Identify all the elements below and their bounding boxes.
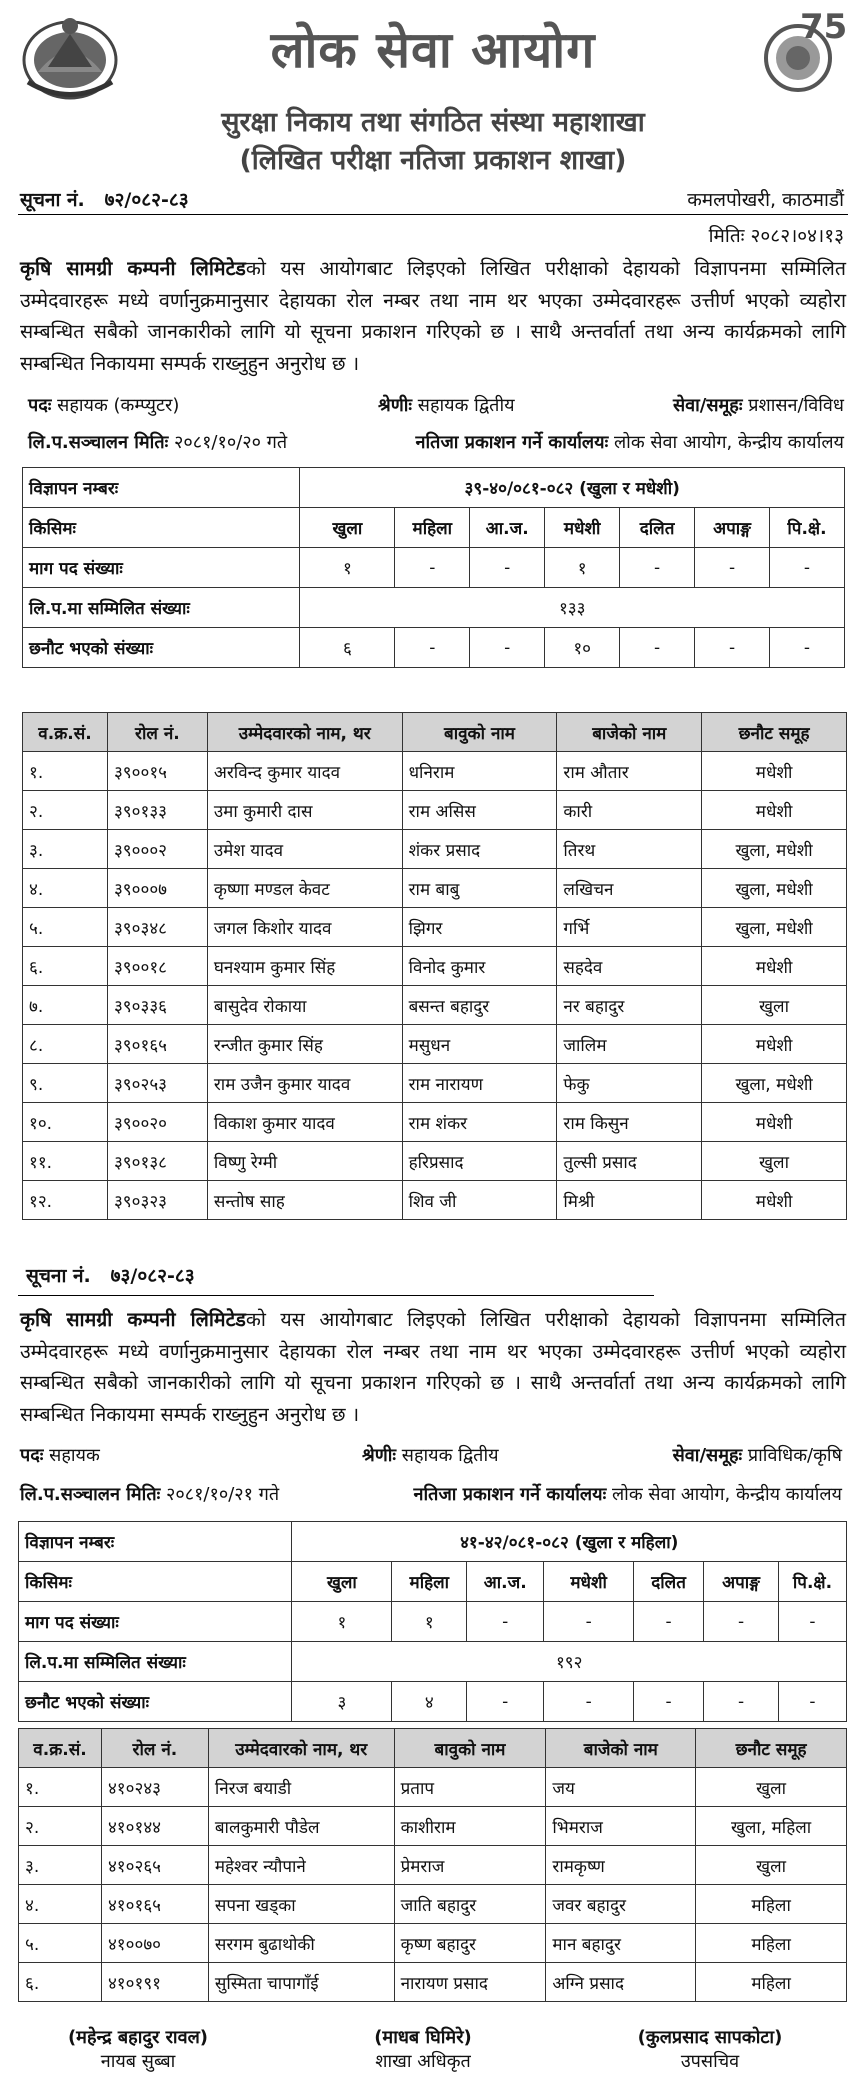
notice-1-number: ७२/०८२-८३ (104, 189, 189, 211)
divider (18, 1295, 654, 1296)
table-row (23, 752, 847, 791)
office-field: नतिजा प्रकाशन गर्ने कार्यालयः लोक सेवा आयोग, केन्द्रीय कार्यालय (415, 432, 844, 453)
table-cell: ८. (23, 1025, 108, 1064)
table-cell: मिश्री (557, 1181, 702, 1220)
column-header: व.क्र.सं. (23, 713, 108, 752)
results-table-2 (18, 1728, 847, 2002)
table-row (19, 1846, 847, 1885)
table-cell: अरविन्द कुमार यादव (207, 752, 402, 791)
table-cell: निरज बयाडी (208, 1768, 394, 1807)
table-cell: ७. (23, 986, 108, 1025)
table-cell: जवर बहादुर (546, 1885, 696, 1924)
table-row (19, 1885, 847, 1924)
table-cell: ४१०२६५ (101, 1846, 208, 1885)
column-header: रोल नं. (101, 1729, 208, 1768)
results-header-row (23, 713, 847, 752)
table-cell: ४१०१९१ (101, 1963, 208, 2002)
table-cell: ३. (19, 1846, 102, 1885)
table-cell: ४. (23, 869, 108, 908)
table-cell: ५. (23, 908, 108, 947)
table-row (23, 1181, 847, 1220)
table-cell: नारायण प्रसाद (394, 1963, 546, 2002)
column-header: रोल नं. (107, 713, 207, 752)
table-cell: मसुधन (402, 1025, 557, 1064)
table-cell: बसन्त बहादुर (402, 986, 557, 1025)
table-cell: ९. (23, 1064, 108, 1103)
table-cell: खुला (702, 986, 847, 1025)
header (0, 0, 866, 190)
column-header: छनौट समूह (696, 1729, 847, 1768)
table-cell: खुला (696, 1846, 847, 1885)
table-cell: तिरथ (557, 830, 702, 869)
table-cell: ३९०३३६ (107, 986, 207, 1025)
table-cell: राम शंकर (402, 1103, 557, 1142)
table-cell: महेश्वर न्यौपाने (208, 1846, 394, 1885)
table-row (19, 1963, 847, 2002)
divider (18, 214, 848, 215)
table-cell: तुल्सी प्रसाद (557, 1142, 702, 1181)
table-cell: राम औतार (557, 752, 702, 791)
table-row (19, 1807, 847, 1846)
table-cell: ३९००२० (107, 1103, 207, 1142)
table-row (23, 1142, 847, 1181)
table-cell: ३९०२५३ (107, 1064, 207, 1103)
table-cell: खुला (696, 1768, 847, 1807)
table-cell: ३९०००७ (107, 869, 207, 908)
table-cell: ३९००१५ (107, 752, 207, 791)
notice-2-paragraph: कृषि सामग्री कम्पनी लिमिटेडको यस आयोगबाट लिइएको लिखित परीक्षाको देहायको विज्ञापनमा सम्मिलित उम्मेदवारहरू मध्ये वर्णानुक्रमानुसार देहायका रोल नम्बर तथा नाम थर भएका उम्मेदवारहरू उत्तीर्ण भएको व्यहोरा सम्बन्धित सबैको जानकारीको लागि यो सूचना प्रकाशन गरिएको छ । साथै अन्तर्वार्ता तथा अन्य कार्यक्रमको लागि सम्बन्धित निकायमा सम्पर्क राख्नुहुन अनुरोध छ । (20, 1308, 846, 1426)
post-field: पदः सहायक (कम्प्युटर) (28, 395, 180, 416)
level-field: श्रेणीः सहायक द्वितीय (378, 395, 515, 416)
table-cell: विनोद कुमार (402, 947, 557, 986)
column-header: व.क्र.सं. (19, 1729, 102, 1768)
table-cell: ३९०३४८ (107, 908, 207, 947)
summary-table-2 (18, 1521, 847, 1722)
location: कमलपोखरी, काठमाडौं (687, 189, 844, 211)
company-name: कृषि सामग्री कम्पनी लिमिटेड (20, 257, 246, 280)
table-row (23, 869, 847, 908)
table-cell: महिला (696, 1924, 847, 1963)
column-header: बावुको नाम (402, 713, 557, 752)
table-cell: खुला (702, 1142, 847, 1181)
table-cell: राम किसुन (557, 1103, 702, 1142)
table-row (19, 1924, 847, 1963)
notice-1-label: सूचना नं. ७२/०८२-८३ (20, 189, 189, 211)
table-cell: जाति बहादुर (394, 1885, 546, 1924)
table-cell: खुला, मधेशी (702, 830, 847, 869)
table-cell: ४. (19, 1885, 102, 1924)
table-row (23, 986, 847, 1025)
table-cell: ५. (19, 1924, 102, 1963)
table-cell: बालकुमारी पौडेल (208, 1807, 394, 1846)
table-cell: २. (19, 1807, 102, 1846)
company-name: कृषि सामग्री कम्पनी लिमिटेड (20, 1308, 246, 1331)
signature-1: (महेन्द्र बहादुर रावल) नायब सुब्बा (67, 2027, 209, 2072)
service-field: सेवा/समूहः प्रशासन/विविध (672, 395, 844, 416)
table-cell: नर बहादुर (557, 986, 702, 1025)
exam-date-field: लि.प.सञ्चालन मितिः २०८१/१०/२० गते (28, 432, 288, 453)
demand-row: माग पद संख्याः १ १ - - - - - (19, 1602, 847, 1642)
level-field: श्रेणीः सहायक द्वितीय (362, 1445, 499, 1466)
column-header: उम्मेदवारको नाम, थर (207, 713, 402, 752)
table-cell: विष्णु रेग्मी (207, 1142, 402, 1181)
table-cell: राम बाबु (402, 869, 557, 908)
table-cell: शंकर प्रसाद (402, 830, 557, 869)
table-cell: महिला (696, 1963, 847, 2002)
table-cell: १२. (23, 1181, 108, 1220)
table-cell: हरिप्रसाद (402, 1142, 557, 1181)
appeared-row: लि.प.मा सम्मिलित संख्याः १९२ (19, 1642, 847, 1682)
table-cell: सरगम बुढाथोकी (208, 1924, 394, 1963)
adv-row: विज्ञापन नम्बरः ३९-४०/०८१-०८२ (खुला र मधेशी) (23, 468, 845, 508)
table-cell: उमेश यादव (207, 830, 402, 869)
post-field: पदः सहायक (20, 1445, 100, 1466)
notice-2-label: सूचना नं. ७३/०८२-८३ (26, 1265, 195, 1287)
notice-date: मितिः २०८२।०४।१३ (708, 225, 844, 247)
table-cell: झिगर (402, 908, 557, 947)
table-cell: मधेशी (702, 947, 847, 986)
results-table-1 (22, 712, 847, 1220)
demand-row: माग पद संख्याः १ - - १ - - - (23, 548, 845, 588)
table-cell: ३९०१३८ (107, 1142, 207, 1181)
table-cell: मान बहादुर (546, 1924, 696, 1963)
anniversary-75-logo (752, 6, 852, 94)
table-row (23, 1103, 847, 1142)
table-cell: सुस्मिता चापागाँई (208, 1963, 394, 2002)
org-title: लोक सेवा आयोग (270, 21, 596, 79)
column-header: बावुको नाम (394, 1729, 546, 1768)
table-cell: प्रेमराज (394, 1846, 546, 1885)
exam-date-field: लि.प.सञ्चालन मितिः २०८१/१०/२१ गते (20, 1484, 280, 1505)
table-cell: २. (23, 791, 108, 830)
table-cell: सहदेव (557, 947, 702, 986)
table-cell: जगल किशोर यादव (207, 908, 402, 947)
logo-75-text: 75 (800, 7, 848, 47)
column-header: छनौट समूह (702, 713, 847, 752)
table-cell: ६. (23, 947, 108, 986)
table-cell: लखिचन (557, 869, 702, 908)
table-cell: कृष्ण बहादुर (394, 1924, 546, 1963)
table-cell: खुला, मधेशी (702, 908, 847, 947)
table-cell: बासुदेव रोकाया (207, 986, 402, 1025)
summary-table-1 (22, 467, 845, 668)
table-cell: मधेशी (702, 1181, 847, 1220)
table-cell: ३. (23, 830, 108, 869)
adv-number: ३९-४०/०८१-०८२ (खुला र मधेशी) (300, 468, 845, 508)
types-row: किसिमः खुला महिला आ.ज. मधेशी दलित अपाङ्ग पि.क्षे. (23, 508, 845, 548)
table-cell: महिला (696, 1885, 847, 1924)
selected-row: छनौट भएको संख्याः ६ - - १० - - - (23, 628, 845, 668)
department-title: सुरक्षा निकाय तथा संगठित संस्था महाशाखा (221, 107, 645, 138)
service-field: सेवा/समूहः प्राविधिक/कृषि (672, 1445, 842, 1466)
results-header-row (19, 1729, 847, 1768)
table-cell: ४१०२४३ (101, 1768, 208, 1807)
table-cell: भिमराज (546, 1807, 696, 1846)
table-cell: शिव जी (402, 1181, 557, 1220)
table-cell: ३९००१८ (107, 947, 207, 986)
adv-number: ४१-४२/०८१-०८२ (खुला र महिला) (292, 1522, 847, 1562)
table-cell: कृष्णा मण्डल केवट (207, 869, 402, 908)
signature-2: (माधब घिमिरे) शाखा अधिकृत (374, 2027, 472, 2072)
column-header: बाजेको नाम (557, 713, 702, 752)
table-row (23, 1025, 847, 1064)
table-cell: राम असिस (402, 791, 557, 830)
table-row (23, 830, 847, 869)
notice-2-number: ७३/०८२-८३ (110, 1265, 195, 1287)
table-cell: खुला, महिला (696, 1807, 847, 1846)
table-cell: ३९०००२ (107, 830, 207, 869)
types-row: किसिमः खुला महिला आ.ज. मधेशी दलित अपाङ्ग पि.क्षे. (19, 1562, 847, 1602)
office-field: नतिजा प्रकाशन गर्ने कार्यालयः लोक सेवा आयोग, केन्द्रीय कार्यालय (413, 1484, 842, 1505)
table-cell: मधेशी (702, 752, 847, 791)
branch-title: (लिखित परीक्षा नतिजा प्रकाशन शाखा) (239, 145, 627, 176)
table-cell: उमा कुमारी दास (207, 791, 402, 830)
adv-row: विज्ञापन नम्बरः ४१-४२/०८१-०८२ (खुला र महिला) (19, 1522, 847, 1562)
table-cell: फेकु (557, 1064, 702, 1103)
column-header: बाजेको नाम (546, 1729, 696, 1768)
table-cell: ११. (23, 1142, 108, 1181)
appeared-row: लि.प.मा सम्मिलित संख्याः १३३ (23, 588, 845, 628)
table-cell: ३९०१६५ (107, 1025, 207, 1064)
table-cell: गर्भि (557, 908, 702, 947)
table-cell: रामकृष्ण (546, 1846, 696, 1885)
table-cell: ४१०१४४ (101, 1807, 208, 1846)
table-cell: १. (23, 752, 108, 791)
table-cell: घनश्याम कुमार सिंह (207, 947, 402, 986)
table-cell: १. (19, 1768, 102, 1807)
table-cell: अग्नि प्रसाद (546, 1963, 696, 2002)
table-cell: ४१०१६५ (101, 1885, 208, 1924)
table-cell: ६. (19, 1963, 102, 2002)
table-cell: मधेशी (702, 791, 847, 830)
table-row (19, 1768, 847, 1807)
table-cell: सपना खड्का (208, 1885, 394, 1924)
table-cell: ४१००७० (101, 1924, 208, 1963)
column-header: उम्मेदवारको नाम, थर (208, 1729, 394, 1768)
selected-row: छनौट भएको संख्याः ३ ४ - - - - - (19, 1682, 847, 1722)
table-cell: खुला, मधेशी (702, 869, 847, 908)
table-cell: जालिम (557, 1025, 702, 1064)
table-row (23, 908, 847, 947)
table-row (23, 1064, 847, 1103)
table-cell: जय (546, 1768, 696, 1807)
table-cell: ३९०१३३ (107, 791, 207, 830)
table-row (23, 947, 847, 986)
table-cell: काशीराम (394, 1807, 546, 1846)
table-cell: राम नारायण (402, 1064, 557, 1103)
table-row (23, 791, 847, 830)
table-cell: मधेशी (702, 1103, 847, 1142)
table-cell: सन्तोष साह (207, 1181, 402, 1220)
table-cell: खुला, मधेशी (702, 1064, 847, 1103)
table-cell: कारी (557, 791, 702, 830)
table-cell: मधेशी (702, 1025, 847, 1064)
table-cell: धनिराम (402, 752, 557, 791)
table-cell: रन्जीत कुमार सिंह (207, 1025, 402, 1064)
notice-1-paragraph: कृषि सामग्री कम्पनी लिमिटेडको यस आयोगबाट लिइएको लिखित परीक्षाको देहायको विज्ञापनमा सम्मिलित उम्मेदवारहरू मध्ये वर्णानुक्रमानुसार देहायका रोल नम्बर तथा नाम थर भएका उम्मेदवारहरू उत्तीर्ण भएको व्यहोरा सम्बन्धित सबैको जानकारीको लागि यो सूचना प्रकाशन गरिएको छ । साथै अन्तर्वार्ता तथा अन्य कार्यक्रमको लागि सम्बन्धित निकायमा सम्पर्क राख्नुहुन अनुरोध छ । (20, 257, 846, 375)
signature-3: (कुलप्रसाद सापकोटा) उपसचिव (637, 2027, 783, 2072)
table-cell: १०. (23, 1103, 108, 1142)
table-cell: राम उजैन कुमार यादव (207, 1064, 402, 1103)
table-cell: विकाश कुमार यादव (207, 1103, 402, 1142)
table-cell: प्रताप (394, 1768, 546, 1807)
table-cell: ३९०३२३ (107, 1181, 207, 1220)
